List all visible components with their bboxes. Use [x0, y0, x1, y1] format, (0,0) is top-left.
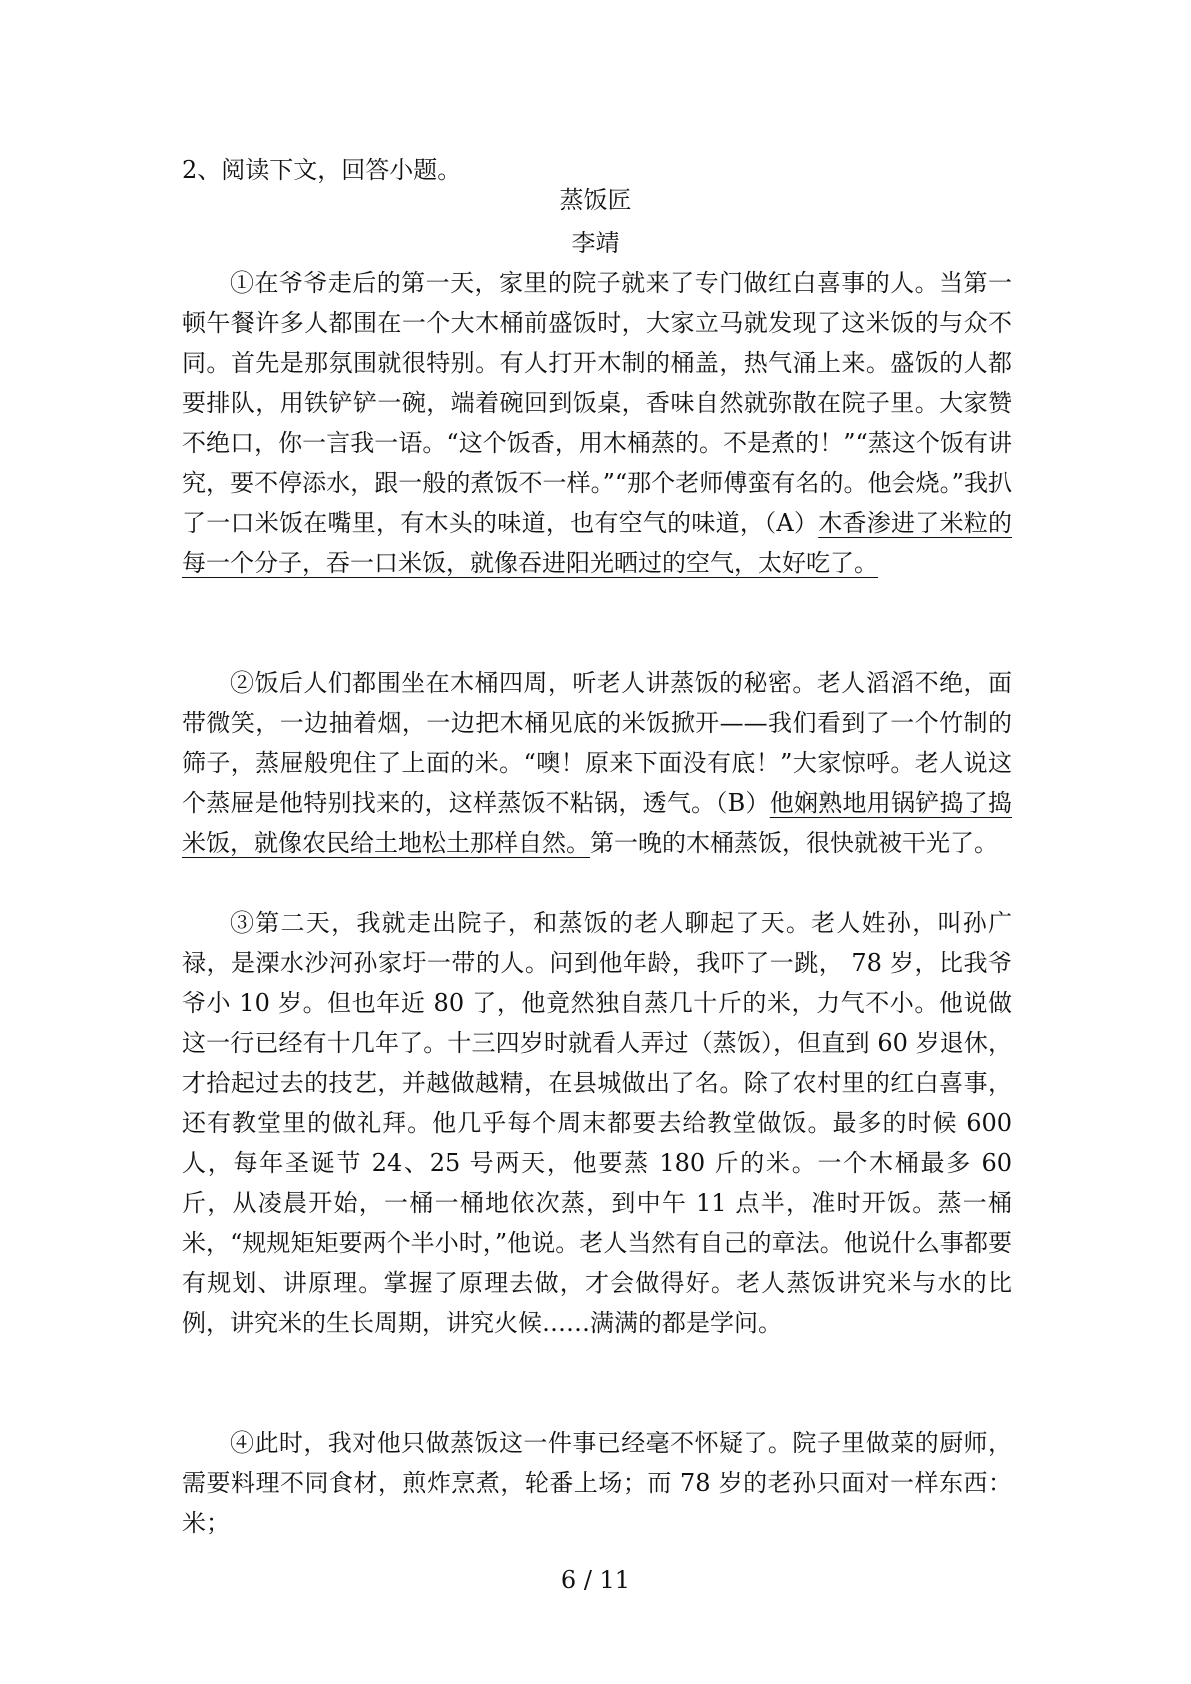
paragraph-3: ③第二天，我就走出院子，和蒸饭的老人聊起了天。老人姓孙，叫孙广禄，是溧水沙河孙家圩一带的人。问到他年龄，我吓了一跳， 78 岁，比我爷爷小 10 岁。但也年近 80 了，他竟然独自蒸几十斤的米，力气不小。他说做这一行已经有十几年了。十三四岁时就看人弄过（蒸饭），但直到 60 岁退休，才拾起过去的技艺，并越做越精，在县城做出了名。除了农村里的红白喜事，还有教堂里的做礼拜。他几乎每个周末都要去给教堂做饭。最多的时候 600 人，每年圣诞节 24、25 号两天，他要蒸 180 斤的米。一个木桶最多 60 斤，从凌晨开始，一桶一桶地依次蒸，到中午 11 点半，准时开饭。蒸一桶米，“规规矩矩要两个半小时，”他说。老人当然有自己的章法。他说什么事都要有规划、讲原理。掌握了原理去做，才会做得好。老人蒸饭讲究米与水的比例，讲究米的生长周期，讲究火候……满满的都是学问。 — [182, 909, 1012, 1337]
marker-a: （A） — [764, 509, 819, 537]
paragraph-1-text: ①在爷爷走后的第一天，家里的院子就来了专门做红白喜事的人。当第一顿午餐许多人都围在一个大木桶前盛饭时，大家立马就发现了这米饭的与众不同。首先是那氛围就很特别。有人打开木制的桶盖，热气涌上来。盛饭的人都要排队，用铁铲铲一碗，端着碗回到饭桌，香味自然就弥散在院子里。大家赞不绝口，你一言我一语。“这个饭香，用木桶蒸的。不是煮的！”“蒸这个饭有讲究，要不停添水，跟一般的煮饭不一样。”“那个老师傅蛮有名的。他会烧。”我扒了一口米饭在嘴里，有木头的味道，也有空气的味道， — [182, 269, 1012, 537]
article-title: 蒸饭匠 — [559, 186, 632, 214]
question-heading: 2、阅读下文，回答小题。 — [182, 156, 462, 184]
underlined-sentence-a: 木香渗进了米粒的每一个分子，吞一口米饭，就像吞进阳光晒过的空气，太好吃了。 — [182, 509, 1013, 577]
article-author: 李靖 — [571, 229, 620, 257]
underlined-sentence-b: 他娴熟地用锅铲捣了捣米饭，就像农民给土地松土那样自然。 — [182, 789, 1013, 857]
page-number: 6 / 11 — [560, 1566, 631, 1594]
paragraph-4: ④此时，我对他只做蒸饭这一件事已经毫不怀疑了。院子里做菜的厨师，需要料理不同食材，煎炸烹煮，轮番上场；而 78 岁的老孙只面对一样东西：米； — [182, 1429, 1012, 1537]
paragraph-2 — [182, 663, 1012, 863]
paragraph-2-text: ②饭后人们都围坐在木桶四周，听老人讲蒸饭的秘密。老人滔滔不绝，面带微笑，一边抽着烟，一边把木桶见底的米饭掀开——我们看到了一个竹制的筛子，蒸屉般兜住了上面的米。“噢！原来下面没有底！”大家惊呼。老人说这个蒸屉是他特别找来的，这样蒸饭不粘锅，透气。 — [182, 669, 1012, 817]
paragraph-1 — [182, 263, 1012, 583]
marker-b: （B） — [715, 789, 770, 817]
paragraph-2-ending: 第一晚的木桶蒸饭，很快就被干光了。 — [590, 829, 998, 857]
